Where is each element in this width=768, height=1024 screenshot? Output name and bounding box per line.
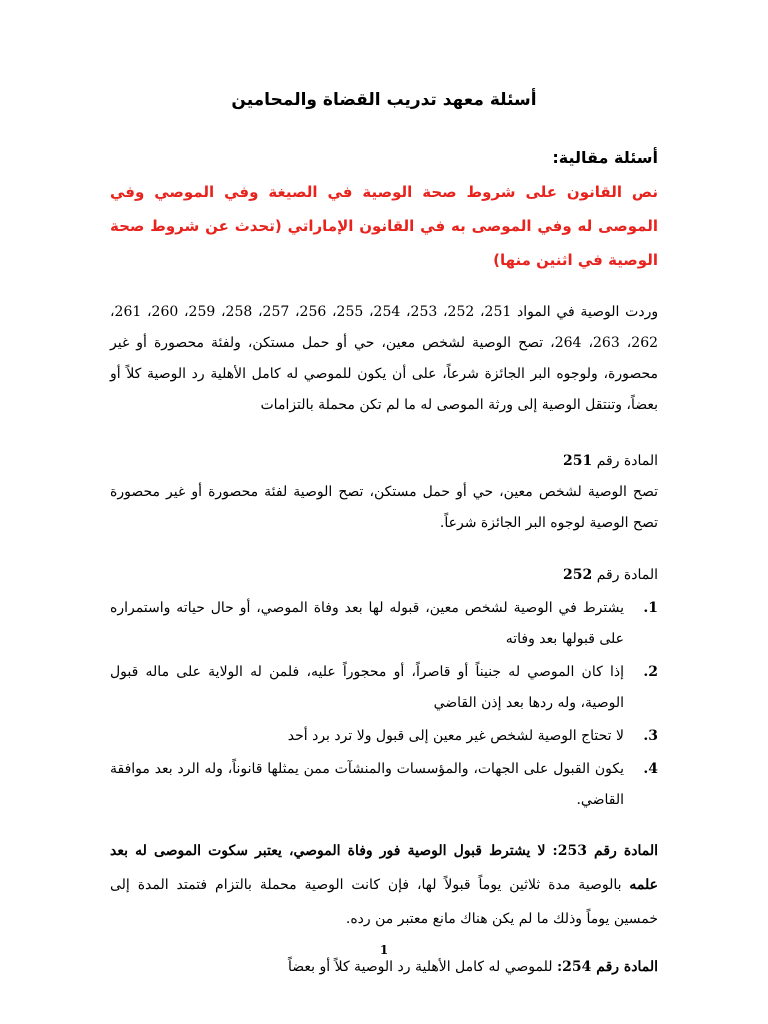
list-item-text: لا تحتاج الوصية لشخص غير معين إلى قبول ولا ترد برد أحد (287, 728, 624, 744)
intro-paragraph: وردت الوصية في المواد 251، 252، 253، 254، 255، 256، 257، 258، 259، 260، 261، 262، 263، 264، تصح الوصية لشخص معين، حي أو حمل مستكن، ولفئة محصورة أو غير محصورة، ولوجوه البر الجائزة شرعاً، على أن يكون للموصي له كامل الأهلية رد الوصية كلاً أو بعضاً، وتنتقل الوصية إلى ورثة الموصى له ما لم تكن محملة بالتزامات (110, 304, 659, 413)
article-label: المادة رقم (596, 453, 658, 469)
article-251-body: تصح الوصية لشخص معين، حي أو حمل مستكن، تصح الوصية لفئة محصورة أو غير محصورة تصح الوصية لوجوه البر الجائزة شرعاً. (110, 484, 658, 531)
article-252-heading (110, 561, 658, 589)
document-title: أسئلة معهد تدريب القضاة والمحامين (231, 90, 537, 110)
list-item-index: 2. (643, 664, 658, 680)
article-label: المادة رقم (596, 567, 658, 583)
article-number: 252 (563, 567, 593, 583)
list-item-index: 1. (643, 600, 658, 616)
list-item-text: يكون القبول على الجهات، والمؤسسات والمنشآت ممن يمثلها قانوناً، وله الرد بعد موافقة القاضي. (110, 761, 624, 808)
document-content (110, 90, 658, 998)
article-254-head: المادة رقم 254: (556, 959, 658, 975)
article-253 (110, 834, 658, 936)
list-item (110, 657, 658, 719)
article-number: 251 (563, 453, 593, 469)
list-item-text: يشترط في الوصية لشخص معين، قبوله لها بعد وفاة الموصي، أو حال حياته واستمراره على قبولها بعد وفاته (110, 600, 624, 647)
list-item-index: 3. (643, 728, 658, 744)
essay-question: نص القانون على شروط صحة الوصية في الصيغة وفي الموصي وفي الموصى له وفي الموصى به في القانون الإماراتي (تحدث عن شروط صحة الوصية في اثنين منها) (110, 183, 658, 269)
list-item (110, 721, 658, 752)
page-number: 1 (379, 943, 389, 957)
list-item (110, 593, 658, 655)
article-253-head: المادة رقم 253: لا يشترط قبول الوصية فور وفاة الموصي، يعتبر سكوت الموصى له بعد علمه (110, 843, 658, 893)
section-label: أسئلة مقالية: (552, 148, 658, 167)
article-252-list (110, 593, 658, 816)
list-item-text: إذا كان الموصي له جنيناً أو قاصراً، أو محجوراً عليه، فلمن له الولاية على ماله قبول الوصية، وله ردها بعد إذن القاضي (110, 664, 624, 711)
article-254-body: للموصي له كامل الأهلية رد الوصية كلاً أو بعضاً (287, 959, 557, 975)
list-item (110, 754, 658, 816)
article-253-body: بالوصية مدة ثلاثين يوماً قبولاً لها، فإن كانت الوصية محملة بالتزام فتمتد المدة إلى خمسين يوماً وذلك ما لم يكن هناك مانع معتبر من رده. (110, 877, 658, 927)
list-item-index: 4. (643, 761, 658, 777)
article-251-heading (110, 447, 658, 475)
